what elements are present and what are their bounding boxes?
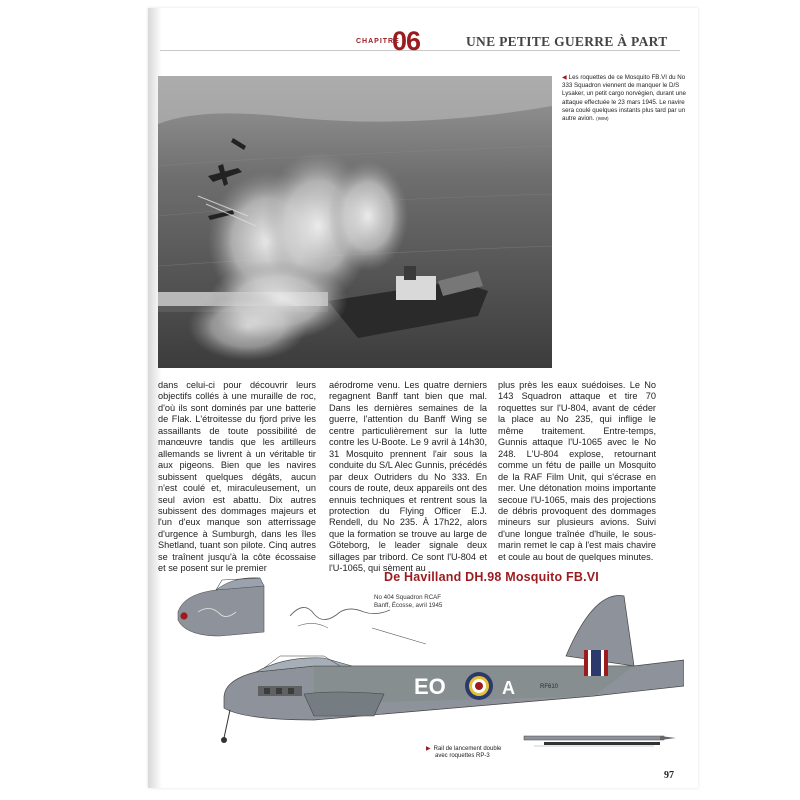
mosquito-profile: [221, 596, 684, 744]
aircraft-serial: RF610: [540, 684, 559, 690]
attack-photo: [158, 76, 552, 368]
rail-note-line1: Rail de lancement double: [433, 746, 502, 752]
chapter-number: 06: [392, 26, 421, 56]
rail-note: [426, 746, 501, 761]
photo-credit: (IWM): [596, 116, 609, 122]
chapter-label: CHAPITRE: [356, 38, 400, 45]
plate-unit: No 404 Squadron RCAF: [374, 594, 442, 601]
caption-text: Les roquettes de ce Mosquito FB.VI du No 333 Squadron viennent de manquer le D/S Lysaker, un petit cargo norvégien, durant une attaque effectuée le 23 mars 1945. Le navire sera coulé quelques instants plus tard par un autre avion.: [562, 74, 686, 123]
text-column-2: [329, 380, 487, 575]
page-number: 97: [664, 770, 674, 781]
magazine-page: [148, 8, 698, 788]
chapter-title: UNE PETITE GUERRE À PART: [466, 34, 668, 49]
rail-note-line2: avec roquettes RP-3: [435, 753, 490, 760]
plate-title: De Havilland DH.98 Mosquito FB.VI: [384, 570, 599, 584]
nose-art-detail: [178, 578, 426, 644]
column-3-text: plus près les eaux suédoises. Le No 143 Squadron attaque et tire 70 roquettes sur l'U-804, avant de céder la place au No 235, qui inflige le même traitement. Entre-temps, Gunnis attaque l'U-1065 avec le No 248. L'U-804 explose, retournant comme un fétu de paille un Mosquito de la RAF Film Unit, qui s'écrase en mer. Une détonation moins importante secoue l'U-1065, mais des projections de débris provoquent des dommages mineurs sur plusieurs avions. Suivi d'une longue traînée d'huile, le sous-marin remet le cap à l'est mais chavire et coule au bout de quelques minutes.: [498, 380, 656, 562]
column-1-text: dans celui-ci pour découvrir leurs objectifs collés à une muraille de roc, d'où ils sont dominés par une batterie de Flak. L'étroitesse du fjord prive les assaillants de toute possibilité de manœuvre tandis que les artilleurs allemands se livrent à un véritable tir aux pigeons. Bien que les navires subissent quelques dégâts, aucun n'est coulé et, miraculeusement, un seul avion est abattu. Dix autres subissent des dommages majeurs et l'un d'eux manque son atterrissage d'urgence à Sumburgh, dans les îles Shetland, tuant son pilote. Cinq autres se traînent jusqu'à la côte écossaise et se posent sur le premier: [158, 380, 316, 574]
plate-location: Banff, Écosse, avril 1945: [374, 601, 443, 609]
text-column-1: [158, 380, 316, 575]
photo-caption: [562, 74, 690, 123]
aircraft-letter: A: [502, 678, 515, 698]
column-2-text: aérodrome venu. Les quatre derniers regagnent Banff tant bien que mal. Dans les dernières semaines de la guerre, l'attention du Banff Wing se centre particulièrement sur la lutte contre les U-Boote. Le 9 avril à 14h30, 31 Mosquito prennent l'air sous la conduite du S/L Alec Gunnis, précédés par deux Outriders du No 333. En cours de route, deux appareils ont des ennuis techniques et rentrent sous la protection du Flying Officer E.J. Rendell, du No 235. À 17h22, alors que la formation se trouve au large de Göteborg, le leader signale deux sillages par tribord. Ce sont l'U-804 et l'U-1065, qui sèment au: [329, 380, 487, 574]
text-column-3: [498, 380, 656, 563]
plate-subtitle: [374, 594, 442, 609]
rail-note-arrow-icon: ▶: [426, 746, 431, 752]
code-letters: EO: [414, 674, 446, 699]
rocket-rail-detail: [524, 736, 676, 746]
caption-arrow-icon: ◀: [562, 75, 567, 81]
